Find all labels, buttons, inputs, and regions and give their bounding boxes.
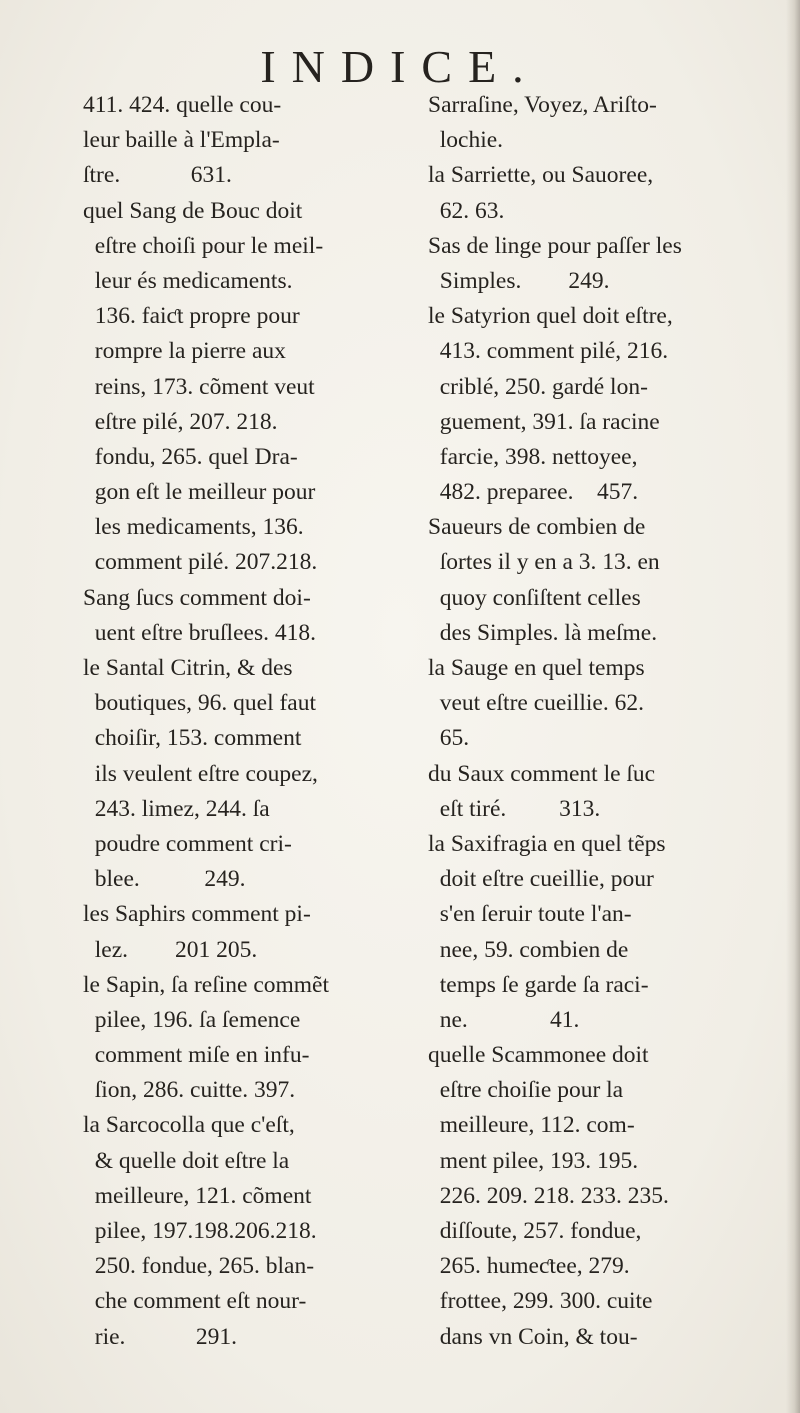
index-line: rie. 291. [83,1323,238,1350]
page-edge-shadow [786,0,800,1413]
index-line: Sang ſucs comment doi- [83,584,311,611]
index-line: gon eſt le meilleur pour [83,479,316,506]
index-line: uent eſtre bruſlees. 418. [83,619,316,646]
index-line: pilee, 197.198.206.218. [83,1218,317,1244]
index-line: poudre comment cri- [83,830,292,857]
index-line: comment pilé. 207.218. [83,549,318,576]
index-line: 65. [428,725,470,752]
index-line: 265. humeƈtee, 279. [428,1253,630,1280]
page-header: INDICE. [260,41,540,92]
index-line: blee. 249. [83,866,246,893]
index-line: nee, 59. combien de [428,936,629,963]
index-line: ſtre. 631. [83,162,232,189]
index-line: temps ſe garde ſa raci- [428,971,649,998]
index-line: reins, 173. cõment veut [83,373,315,400]
index-line: pilee, 196. ſa ſemence [83,1006,301,1033]
index-line: lez. 201 205. [83,936,258,963]
index-line: rompre la pierre aux [83,338,286,365]
index-line: frottee, 299. 300. cuite [428,1288,653,1315]
index-line: dans vn Coin, & tou- [428,1323,638,1350]
index-line: 482. preparee. 457. [428,479,639,506]
index-line: comment miſe en infu- [83,1042,310,1069]
index-line: 250. fondue, 265. blan- [83,1253,315,1280]
index-line: leur és medicaments. [83,267,293,294]
index-line: la Saxifragia en quel tẽps [428,830,666,857]
index-line: 62. 63. [428,197,505,224]
right-column [428,88,734,1355]
index-line: Simples. 249. [428,267,610,294]
index-line: Sarraſine, Voyez, Ariſto- [428,92,657,118]
index-line: choiſir, 153. comment [83,725,302,752]
index-line: 243. limez, 244. ſa [83,795,270,822]
index-line: diſſoute, 257. fondue, [428,1218,642,1244]
index-line: s'en ſeruir toute l'an- [428,901,632,928]
index-line: les medicaments, 136. [83,514,304,541]
index-line: ment pilee, 193. 195. [428,1147,639,1174]
index-line: doit eſtre cueillie, pour [428,866,654,893]
index-line: des Simples. là meſme. [428,619,658,646]
index-line: lochie. [428,127,504,154]
index-line: criblé, 250. gardé lon- [428,373,648,400]
index-line: boutiques, 96. quel faut [83,690,317,717]
index-line: la Sauge en quel temps [428,655,645,681]
index-line: veut eſtre cueillie. 62. [428,690,644,717]
index-line: ſortes il y en a 3. 13. en [428,549,660,576]
index-line: la Sarriette, ou Sauoree, [428,162,654,189]
index-line: le Satyrion quel doit eſtre, [428,303,673,330]
index-line: 226. 209. 218. 233. 235. [428,1182,669,1209]
left-column [83,88,389,1355]
index-line: ne. 41. [428,1006,580,1033]
index-line: eſtre choiſi pour le meil- [83,232,324,259]
index-line: guement, 391. ſa racine [428,408,660,435]
index-line: ſion, 286. cuitte. 397. [83,1077,296,1104]
index-line: quel Sang de Bouc doit [83,197,303,224]
index-line: quelle Scammonee doit [428,1042,649,1069]
index-line: & quelle doit eſtre la [83,1147,290,1174]
index-line: ils veulent eſtre coupez, [83,760,318,787]
index-line: les Saphirs comment pi- [83,901,311,928]
index-line: du Saux comment le ſuc [428,760,656,787]
index-line: le Santal Citrin, & des [83,655,293,681]
index-line: leur baille à l'Empla- [83,127,280,154]
index-line: che comment eſt nour- [83,1288,307,1315]
index-line: eſtre pilé, 207. 218. [83,408,278,435]
index-line: farcie, 398. nettoyee, [428,443,638,470]
index-line: meilleure, 112. com- [428,1112,635,1139]
index-line: 411. 424. quelle cou- [83,92,282,118]
index-line: fondu, 265. quel Dra- [83,443,298,470]
index-line: Sas de linge pour paſſer les [428,232,682,259]
index-line: Saueurs de combien de [428,514,646,541]
index-line: quoy conſiſtent celles [428,584,641,611]
index-line: meilleure, 121. cõment [83,1182,312,1209]
index-line: 136. faiƈt propre pour [83,303,300,330]
index-line: eſt tiré. 313. [428,795,601,822]
index-line: eſtre choiſie pour la [428,1077,624,1104]
index-line: la Sarcocolla que c'eſt, [83,1112,295,1139]
index-line: le Sapin, ſa reſine commẽt [83,971,330,998]
index-line: 413. comment pilé, 216. [428,338,669,365]
